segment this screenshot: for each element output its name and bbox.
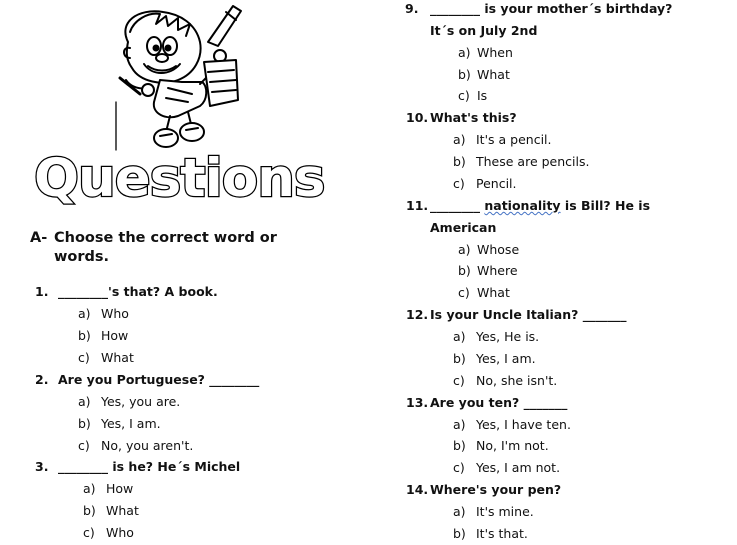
question-text: What's this? [430, 110, 517, 125]
question-text-continued: American [430, 220, 497, 235]
option-letter: a) [453, 132, 466, 147]
option-text: Yes, I have ten. [476, 417, 571, 432]
question-text-continued: It´s on July 2nd [430, 23, 538, 38]
option-text: Who [101, 306, 129, 321]
option-text: No, she isn't. [476, 373, 558, 388]
question-text: Where's your pen? [430, 482, 562, 497]
option-text: No, you aren't. [101, 438, 194, 453]
option-text: Yes, I am not. [476, 460, 561, 475]
option-text: How [101, 328, 129, 343]
question-text: Are you ten? _______ [430, 395, 568, 410]
question-number: 14. [406, 482, 429, 497]
option-text: What [477, 285, 510, 300]
question-text: ________ is your mother´s birthday? [430, 1, 673, 16]
option-letter: a) [458, 45, 471, 60]
option-letter: a) [453, 329, 466, 344]
option-letter: c) [453, 460, 465, 475]
option-letter: c) [458, 88, 470, 103]
option-text: It's mine. [476, 504, 534, 519]
option-text: Whose [477, 242, 520, 257]
option-letter: a) [458, 242, 471, 257]
option-text: It's that. [476, 526, 528, 541]
option-letter: a) [83, 481, 96, 496]
question-number: 2. [35, 372, 49, 387]
option-text: Pencil. [476, 176, 517, 191]
section-instruction-line2: words. [54, 249, 110, 265]
option-letter: b) [458, 67, 471, 82]
option-letter: c) [78, 438, 90, 453]
option-letter: b) [453, 438, 466, 453]
section-letter: A- [30, 230, 48, 246]
option-text: Is [477, 88, 488, 103]
cartoon-boy-with-pencil-icon [108, 2, 263, 152]
question-number: 9. [405, 1, 419, 16]
question-text: ________'s that? A book. [58, 284, 218, 299]
option-text: When [477, 45, 513, 60]
section-instruction-line1: Choose the correct word or [54, 230, 277, 246]
option-text: What [101, 350, 134, 365]
option-text: How [106, 481, 134, 496]
option-letter: c) [458, 285, 470, 300]
option-text: Where [477, 263, 518, 278]
question-number: 12. [406, 307, 429, 322]
option-letter: c) [83, 525, 95, 540]
option-letter: a) [453, 417, 466, 432]
option-text: Who [106, 525, 134, 540]
option-letter: b) [458, 263, 471, 278]
question-number: 13. [406, 395, 429, 410]
option-letter: b) [78, 328, 91, 343]
option-letter: b) [453, 351, 466, 366]
question-text: Are you Portuguese? ________ [58, 372, 260, 387]
option-letter: b) [453, 526, 466, 541]
page-title: Questions [34, 148, 325, 209]
option-letter: c) [453, 176, 465, 191]
option-text: These are pencils. [476, 154, 590, 169]
question-number: 1. [35, 284, 49, 299]
question-number: 11. [406, 198, 429, 213]
spellcheck-flagged-word: nationality [484, 198, 561, 213]
option-text: Yes, I am. [101, 416, 161, 431]
option-text: It's a pencil. [476, 132, 552, 147]
option-letter: a) [453, 504, 466, 519]
question-number: 10. [406, 110, 429, 125]
option-letter: a) [78, 394, 91, 409]
option-letter: b) [83, 503, 96, 518]
question-number: 3. [35, 459, 49, 474]
option-text: Yes, He is. [476, 329, 540, 344]
option-letter: c) [453, 373, 465, 388]
option-text: What [477, 67, 510, 82]
option-letter: a) [78, 306, 91, 321]
option-letter: c) [78, 350, 90, 365]
question-text: ________ nationality is Bill? He is [430, 198, 651, 213]
question-text: Is your Uncle Italian? _______ [430, 307, 627, 322]
option-text: What [106, 503, 139, 518]
option-letter: b) [453, 154, 466, 169]
option-text: Yes, you are. [101, 394, 181, 409]
option-text: Yes, I am. [476, 351, 536, 366]
question-text: ________ is he? He´s Michel [58, 459, 241, 474]
option-text: No, I'm not. [476, 438, 549, 453]
option-letter: b) [78, 416, 91, 431]
